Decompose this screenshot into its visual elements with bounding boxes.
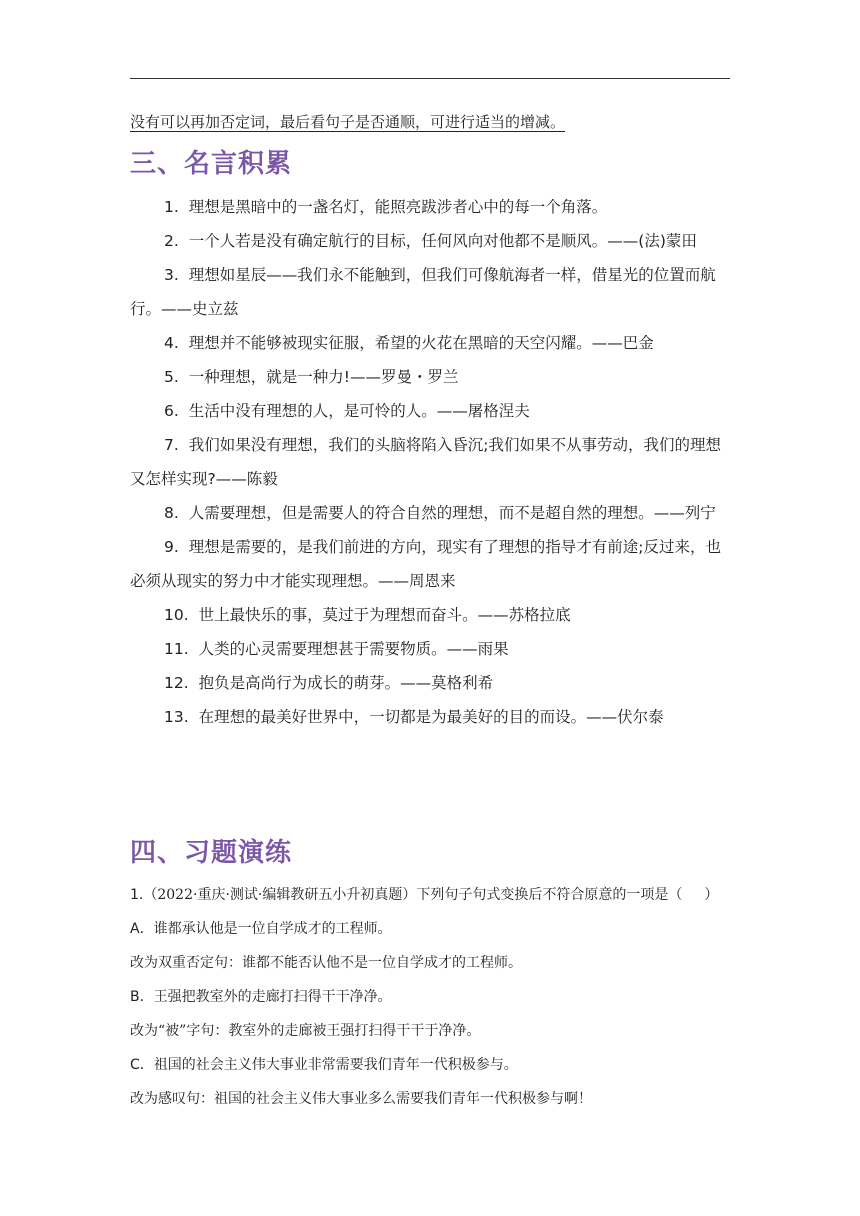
header-rule [130, 78, 730, 79]
quote-text: 人类的心灵需要理想甚于需要物质。——雨果 [198, 640, 509, 658]
option-transform-line [130, 1014, 740, 1048]
option-line [130, 912, 740, 946]
option-text: 改为感叹句：祖国的社会主义伟大事业多么需要我们青年一代积极参与啊！ [130, 1091, 592, 1107]
quote-item [130, 598, 730, 632]
option-text: 改为“被”字句：教室外的走廊被王强打扫得干干于净净。 [130, 1023, 481, 1039]
quote-text: 在理想的最美好世界中，一切都是为最美好的目的而设。——伏尔泰 [198, 708, 664, 726]
quote-number: 6. [164, 402, 179, 420]
quote-number: 12. [164, 674, 189, 692]
quote-number: 9. [164, 538, 179, 556]
quote-text: 一种理想，就是一种力!——罗曼・罗兰 [188, 368, 459, 386]
quote-item [130, 632, 730, 666]
quote-text: 理想并不能够被现实征服，希望的火花在黑暗的天空闪耀。——巴金 [188, 334, 654, 352]
option-line [130, 1048, 740, 1082]
option-transform-line [130, 946, 740, 980]
question-line [130, 878, 740, 912]
quote-number: 1. [164, 198, 179, 216]
quote-item [130, 224, 730, 258]
option-transform-line [130, 1082, 740, 1116]
quote-number: 2. [164, 232, 179, 250]
intro-line: 没有可以再加否定词，最后看句子是否通顺，可进行适当的增减。 [130, 113, 566, 131]
quote-number: 11. [164, 640, 189, 658]
option-label: B． [130, 989, 154, 1005]
quote-item [130, 258, 730, 326]
quote-number: 7. [164, 436, 179, 454]
quote-text: 理想是黑暗中的一盏名灯，能照亮跋涉者心中的每一个角落。 [188, 198, 608, 216]
question-text: （2022·重庆·测试·编辑教研五小升初真题）下列句子句式变换后不符合原意的一项是（ [143, 887, 683, 903]
quote-item [130, 360, 730, 394]
quote-text: 抱负是高尚行为成长的萌芽。——莫格利希 [198, 674, 494, 692]
quote-item [130, 428, 730, 496]
section-title-quotes: 三、名言积累 [130, 149, 293, 179]
quote-text: 生活中没有理想的人，是可怜的人。——屠格涅夫 [188, 402, 530, 420]
quote-number: 3. [164, 266, 179, 284]
quote-number: 13. [164, 708, 189, 726]
quote-item [130, 496, 730, 530]
question-close-paren: ） [704, 887, 719, 903]
quote-item [130, 190, 730, 224]
quote-item [130, 530, 730, 598]
option-text: 王强把教室外的走廊打扫得干干净净。 [153, 989, 392, 1005]
quote-item [130, 700, 730, 734]
option-text: 祖国的社会主义伟大事业非常需要我们青年一代积极参与。 [153, 1057, 518, 1073]
quote-number: 5. [164, 368, 179, 386]
quote-number: 10. [164, 606, 189, 624]
option-text: 改为双重否定句：谁都不能否认他不是一位自学成才的工程师。 [130, 955, 522, 971]
question-number: 1. [130, 887, 144, 903]
option-label: A． [130, 921, 154, 937]
quote-text: 世上最快乐的事，莫过于为理想而奋斗。——苏格拉底 [198, 606, 571, 624]
quote-item [130, 394, 730, 428]
option-text: 谁都承认他是一位自学成才的工程师。 [153, 921, 392, 937]
quote-text: 人需要理想，但是需要人的符合自然的理想，而不是超自然的理想。——列宁 [188, 504, 716, 522]
option-label: C． [130, 1057, 154, 1073]
option-line [130, 980, 740, 1014]
quote-item [130, 666, 730, 700]
section-title-exercises: 四、习题演练 [130, 838, 293, 868]
quote-number: 8. [164, 504, 179, 522]
quote-text: 一个人若是没有确定航行的目标，任何风向对他都不是顺风。——(法)蒙田 [188, 232, 697, 250]
exercise-block [130, 878, 740, 1116]
quote-number: 4. [164, 334, 179, 352]
quote-list [130, 190, 730, 734]
quote-text: 我们如果没有理想，我们的头脑将陷入昏沉;我们如果不从事劳动，我们的理想又怎样实现?——陈毅 [130, 436, 722, 488]
quote-text: 理想是需要的，是我们前进的方向，现实有了理想的指导才有前途;反过来，也必须从现实的努力中才能实现理想。——周恩来 [130, 538, 722, 590]
quote-item [130, 326, 730, 360]
quote-text: 理想如星辰——我们永不能触到，但我们可像航海者一样，借星光的位置而航行。——史立兹 [130, 266, 716, 318]
option-lines [130, 912, 740, 1116]
